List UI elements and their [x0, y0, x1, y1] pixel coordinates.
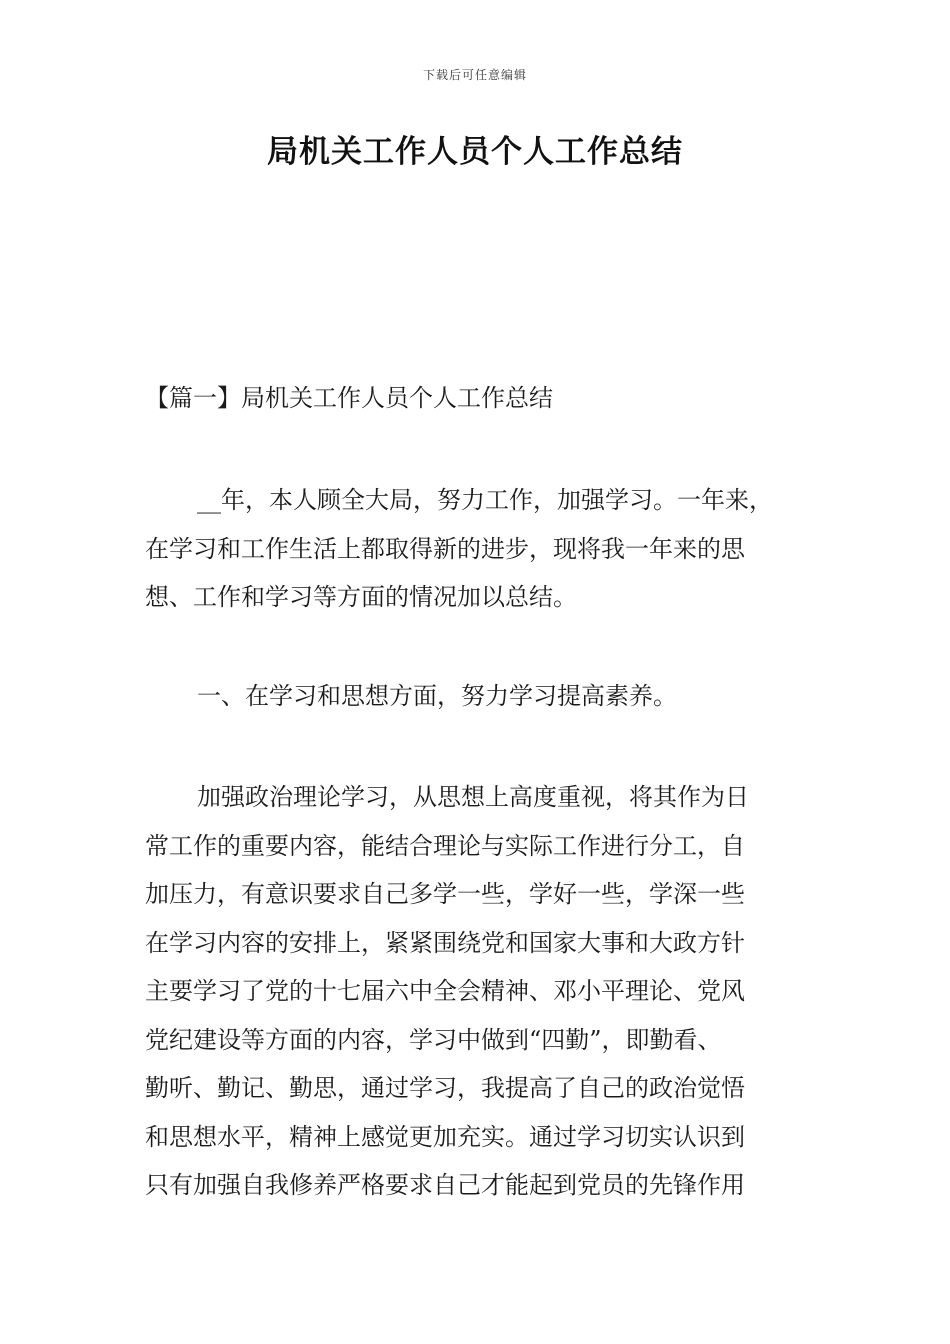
paragraph-line: 加压力，有意识要求自己多学一些，学好一些，学深一些: [145, 880, 745, 908]
document-title: 局机关工作人员个人工作总结: [267, 134, 683, 170]
paragraph-line: 一、在学习和思想方面，努力学习提高素养。: [197, 682, 677, 710]
paragraph-subheading: [145, 672, 810, 721]
paragraph-intro: [145, 476, 810, 622]
paragraph-line: 只有加强自我修养严格要求自己才能起到党员的先锋作用: [145, 1171, 745, 1199]
header-note: 下载后可任意编辑: [422, 68, 527, 82]
paragraph-line: 想、工作和学习等方面的情况加以总结。: [145, 583, 577, 611]
paragraph-line: 在学习和工作生活上都取得新的进步，现将我一年来的思: [145, 534, 745, 563]
paragraph-body: [145, 773, 810, 1210]
section-heading: 【篇一】局机关工作人员个人工作总结: [145, 384, 553, 412]
paragraph-line: 常工作的重要内容，能结合理论与实际工作进行分工，自: [145, 831, 745, 860]
paragraph-line: 勤听、勤记、勤思，通过学习，我提高了自己的政治觉悟: [145, 1074, 745, 1102]
paragraph-line: 党纪建设等方面的内容，学习中做到“四勤”，即勤看、: [145, 1025, 722, 1054]
paragraph-line: 和思想水平，精神上感觉更加充实。通过学习切实认识到: [145, 1122, 745, 1151]
paragraph-line: 加强政治理论学习，从思想上高度重视，将其作为日: [197, 783, 749, 811]
paragraph-line: 主要学习了党的十七届六中全会精神、邓小平理论、党风: [145, 977, 745, 1005]
paragraph-line: __年，本人顾全大局，努力工作，加强学习。一年来，: [197, 486, 773, 514]
paragraph-line: 在学习内容的安排上，紧紧围绕党和国家大事和大政方针: [145, 928, 745, 957]
